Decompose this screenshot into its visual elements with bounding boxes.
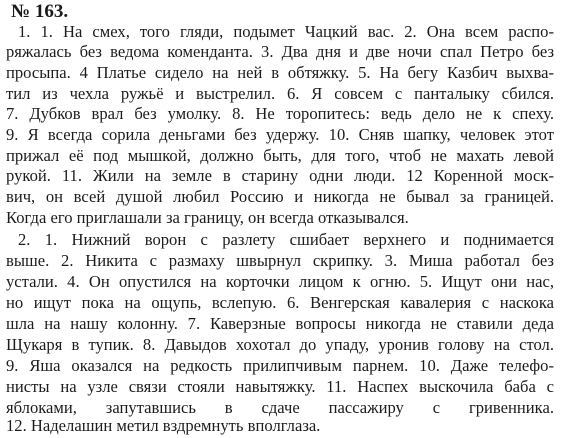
exercise-number: № 163. xyxy=(11,1,69,22)
text-line: выше. 2. Никита с размаху швырнул скрипку. 3. Миша работал без xyxy=(6,251,554,270)
text-line: шла на нашу колонну. 7. Каверзные вопросы никогда не ставили деда xyxy=(6,314,554,333)
text-line: 2. 1. Нижний ворон с разлету сшибает верхнего и поднимается xyxy=(18,230,554,249)
text-line: 1. 1. На смех, того гляди, подымет Чацкий вас. 2. Она всем распо- xyxy=(18,22,554,41)
text-line: прижал её под мышкой, должно быть, для того, чтоб не махать левой xyxy=(6,146,554,165)
text-line: ряжалась без ведома коменданта. 3. Два дня и две ночи спал Петро без xyxy=(6,42,554,61)
text-line: Когда его приглашали за границу, он всегда отказывался. xyxy=(6,208,409,227)
text-line: Щукаря в тупик. 8. Давыдов хохотал до упаду, уронив голову на стол. xyxy=(6,335,554,354)
text-line: устали. 4. Он опустился на корточки лицом к огню. 5. Ищут они нас, xyxy=(6,272,554,291)
text-line: рукой. 11. Жили на земле в старину одни люди. 12 Коренной моск- xyxy=(6,166,554,185)
text-line: нисты на узле связи стояли навытяжку. 11. Наспех выскочила баба с xyxy=(6,377,554,396)
text-line: 7. Дубков врал без умолку. 8. Не торопитесь: ведь дело не к спеху. xyxy=(6,104,554,123)
text-line: вич, он всей душой любил Россию и никогда не бывал за границей. xyxy=(6,187,554,206)
text-line: 9. Яша оказался на редкость прилипчивым парнем. 10. Даже телефо- xyxy=(6,356,554,375)
text-line: просыпа. 4 Платье сидело на ней в обтяжку. 5. На бегу Казбич выхва- xyxy=(6,63,554,82)
text-line: но ищут пока на ощупь, вслепую. 6. Венгерская кавалерия с наскока xyxy=(6,293,554,312)
text-line: яблоками, запутавшись в сдаче пассажиру с гривенника. xyxy=(6,398,554,417)
text-line: 9. Я всегда сорила деньгами без удержу. 10. Сняв шапку, человек этот xyxy=(6,125,554,144)
text-line: 12. Наделашин метил вздремнуть вполглаза. xyxy=(6,416,321,435)
text-line: тил из чехла ружьё и выстрелил. 6. Я совсем с панталыку сбился. xyxy=(6,84,554,103)
